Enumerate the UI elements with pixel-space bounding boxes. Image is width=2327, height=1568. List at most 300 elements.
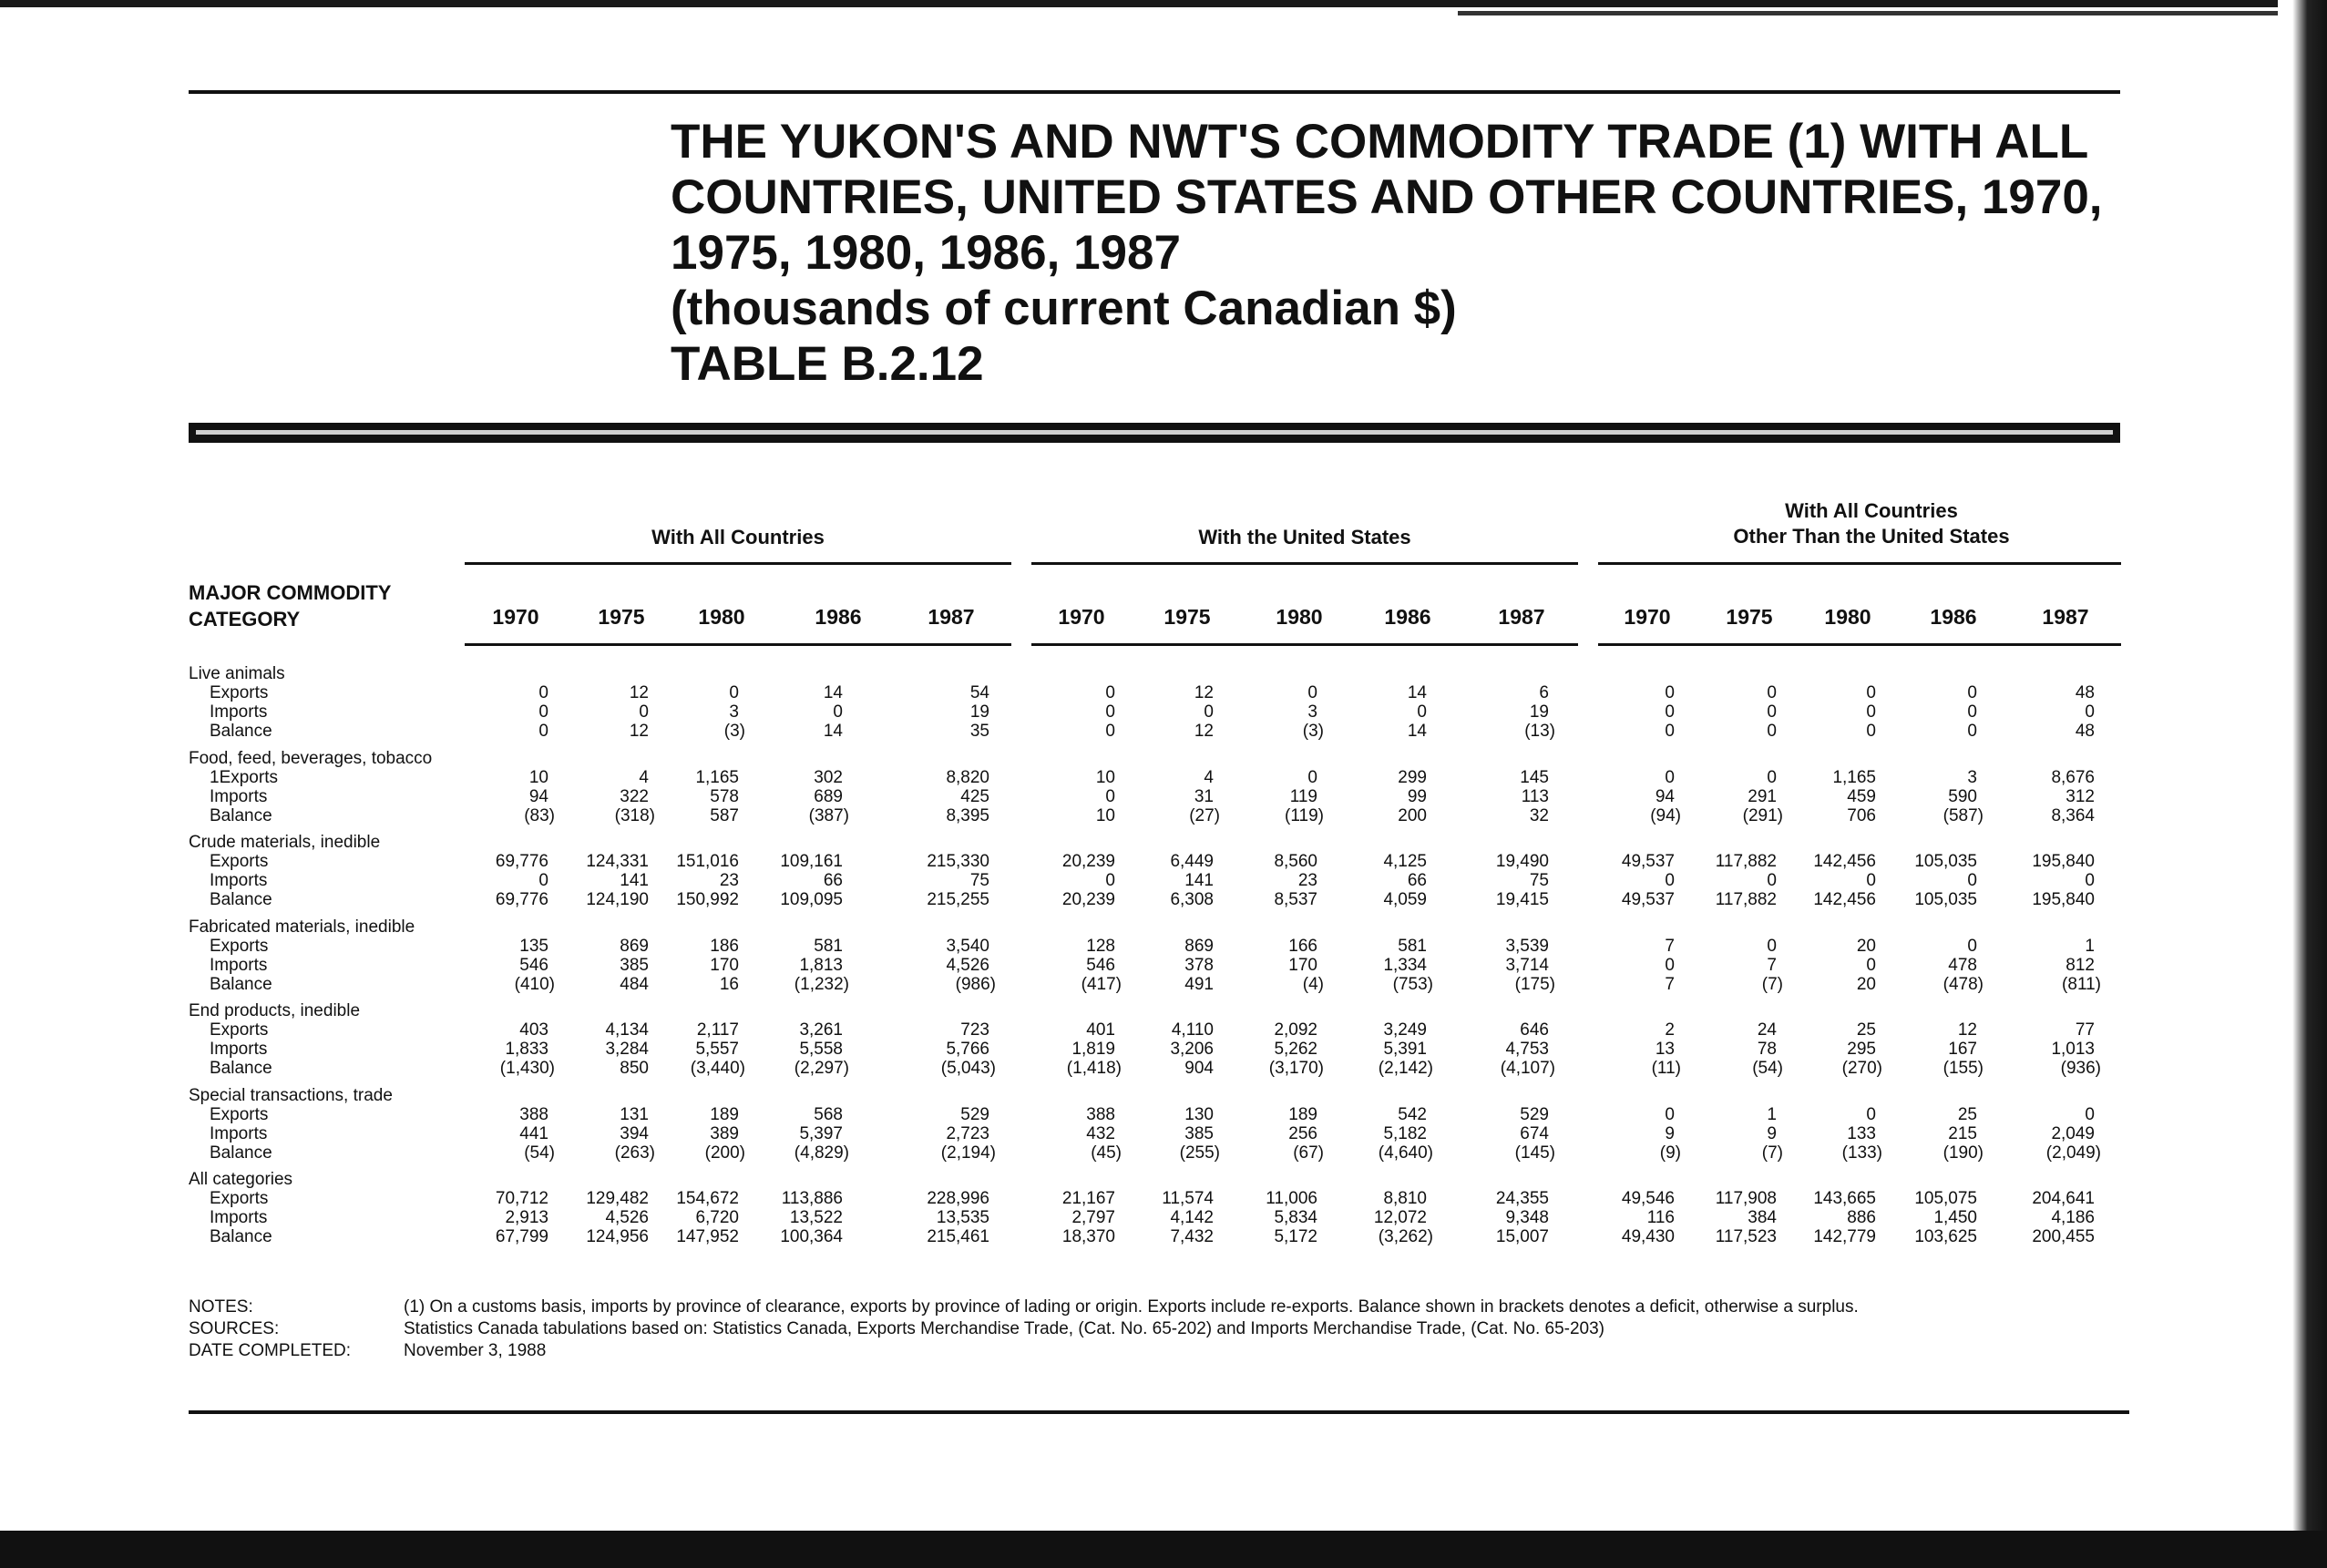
group-header-line: With All Countries [651,526,825,548]
table-cell: 0 [1866,702,1876,722]
table-cell: 542 [1398,1104,1427,1124]
table-cell: 142,456 [1813,890,1876,909]
row-label: Exports [210,936,269,956]
table-cell: 706 [1847,805,1876,825]
table-cell: (5,043) [940,1059,996,1078]
table-cell: 394 [620,1123,649,1143]
table-cell: 3,261 [799,1020,843,1040]
category-label: Fabricated materials, inedible [189,917,415,937]
table-cell: 129,482 [586,1189,649,1208]
table-cell: 117,908 [1715,1189,1777,1208]
table-cell: 0 [1967,871,1977,890]
group-header-line: With the United States [1198,526,1411,548]
sources-text: Statistics Canada tabulations based on: Statistics Canada, Exports Merchandise Trade, (Cat. No. 65-202) and Imports Merchandise Trade, (Cat. No. 65-203) [404,1319,1605,1338]
table-cell: 723 [960,1020,989,1040]
scan-edge-bottom [0,1531,2327,1568]
category-label: End products, inedible [189,1001,361,1020]
table-cell: 113,886 [781,1189,843,1208]
table-cell: 378 [1184,955,1214,975]
table-cell: 0 [538,722,548,741]
table-cell: 8,395 [946,805,989,825]
table-cell: 403 [519,1020,548,1040]
table-cell: 0 [1105,702,1115,722]
table-cell: 4,526 [946,955,989,975]
table-cell: 578 [710,786,739,806]
table-cell: (410) [514,974,555,994]
table-cell: (936) [2060,1059,2101,1078]
table-cell: 3,714 [1505,955,1549,975]
table-cell: 35 [969,722,989,741]
table-cell: 484 [620,974,649,994]
table-cell: (263) [614,1143,655,1163]
table-cell: 143,665 [1813,1189,1876,1208]
year-column-header: 1986 [815,605,862,629]
table-cell: 13 [1655,1040,1675,1059]
table-cell: 124,956 [586,1227,649,1246]
category-label: Food, feed, beverages, tobacco [189,748,433,768]
table-cell: 0 [1967,683,1977,702]
title-divider [189,423,2120,443]
table-cell: 4,110 [1171,1020,1214,1040]
table-cell: 31 [1194,786,1214,806]
row-label: Balance [210,1059,272,1078]
table-cell: 5,182 [1383,1123,1427,1143]
year-column-header: 1970 [1624,605,1671,629]
table-cell: 6,449 [1170,852,1214,871]
table-cell: 886 [1847,1208,1876,1227]
table-cell: 109,161 [780,852,843,871]
table-cell: 154,672 [676,1189,739,1208]
table-cell: (587) [1943,805,1984,825]
table-cell: 1,165 [1832,767,1876,787]
scan-edge-right [2278,0,2327,1568]
table-cell: 133 [1847,1123,1876,1143]
table-cell: (2,194) [940,1143,996,1163]
table-cell: 0 [1767,767,1777,787]
table-cell: 2,913 [505,1208,548,1227]
table-cell: 0 [1665,722,1675,741]
table-cell: 10 [528,767,548,787]
table-cell: 23 [719,871,739,890]
table-cell: 151,016 [676,852,739,871]
table-cell: 7 [1665,974,1675,994]
table-cell: (255) [1179,1143,1220,1163]
table-cell: 19,490 [1495,852,1549,871]
table-cell: 0 [538,702,548,722]
table-cell: 0 [1665,683,1675,702]
table-cell: 9 [1665,1123,1675,1143]
table-cell: 13,522 [789,1208,843,1227]
table-cell: 4,753 [1505,1040,1549,1059]
row-label: Imports [210,1040,268,1059]
table-cell: 228,996 [927,1189,989,1208]
category-header-line: CATEGORY [189,608,301,630]
table-cell: 850 [620,1059,649,1078]
table-cell: 186 [710,936,739,956]
table-cell: 189 [1288,1104,1317,1124]
table-cell: 23 [1297,871,1317,890]
category-label: Special transactions, trade [189,1085,393,1105]
table-cell: 869 [620,936,649,956]
table-cell: 8,676 [2051,767,2095,787]
group-header-other-countries [1598,498,2145,549]
table-cell: 8,820 [946,767,989,787]
table-cell: 124,190 [586,890,649,909]
table-cell: 7 [1665,936,1675,956]
row-label: Exports [210,683,269,702]
table-cell: 18,370 [1061,1227,1115,1246]
table-cell: 0 [2085,1104,2095,1124]
scan-edge-top-line [1458,11,2278,15]
table-cell: 5,172 [1274,1227,1317,1246]
table-cell: 529 [1520,1104,1549,1124]
table-cell: 0 [1665,871,1675,890]
table-cell: 0 [1967,936,1977,956]
table-cell: 299 [1398,767,1427,787]
table-cell: 2,723 [946,1123,989,1143]
row-label: Balance [210,1143,272,1163]
table-cell: 0 [1767,702,1777,722]
table-cell: 195,840 [2032,890,2095,909]
table-cell: 109,095 [780,890,843,909]
row-label: Exports [210,852,269,871]
table-cell: 113 [1521,786,1549,806]
table-cell: 3,206 [1170,1040,1214,1059]
table-cell: 215,461 [927,1227,989,1246]
category-label: Crude materials, inedible [189,833,381,852]
table-cell: 6,720 [695,1208,739,1227]
table-cell: 568 [814,1104,843,1124]
table-cell: 689 [814,786,843,806]
table-cell: 124,331 [586,852,649,871]
table-cell: (7) [1761,1143,1783,1163]
table-cell: 48 [2075,683,2095,702]
table-cell: 4,134 [605,1020,649,1040]
table-cell: 19,415 [1495,890,1549,909]
table-cell: (11) [1651,1059,1681,1078]
table-cell: 581 [814,936,843,956]
table-cell: 14 [1407,722,1427,741]
category-label: All categories [189,1170,293,1189]
table-cell: 11,006 [1266,1189,1317,1208]
table-cell: 49,537 [1621,852,1675,871]
table-cell: 12 [629,683,649,702]
table-cell: (2,142) [1378,1059,1433,1078]
table-cell: 546 [519,955,548,975]
table-cell: 3,249 [1383,1020,1427,1040]
table-cell: 117,882 [1715,852,1777,871]
year-column-header: 1986 [1930,605,1977,629]
table-cell: 116 [1646,1208,1675,1227]
table-cell: (417) [1081,974,1122,994]
table-cell: (45) [1091,1143,1122,1163]
table-cell: 8,364 [2051,805,2095,825]
year-column-header: 1987 [2042,605,2089,629]
row-label: Balance [210,722,272,741]
table-cell: 1,013 [2051,1040,2095,1059]
table-cell: 312 [2066,786,2095,806]
table-cell: (811) [2062,974,2101,994]
table-cell: 54 [969,683,989,702]
table-cell: 0 [1866,722,1876,741]
table-cell: 0 [1767,683,1777,702]
table-cell: 14 [823,722,843,741]
table-cell: 99 [1407,786,1427,806]
table-cell: 5,391 [1383,1040,1427,1059]
table-cell: 105,075 [1914,1189,1977,1208]
table-cell: 195,840 [2032,852,2095,871]
table-cell: 19 [1529,702,1549,722]
table-cell: 7,432 [1170,1227,1214,1246]
year-column-header: 1986 [1384,605,1431,629]
header-underline [465,643,1011,646]
header-underline [1031,643,1578,646]
table-cell: 200 [1398,805,1427,825]
header-underline [1598,643,2121,646]
table-cell: 142,779 [1813,1227,1876,1246]
table-cell: 1,165 [695,767,739,787]
table-cell: (387) [808,805,849,825]
row-label: Imports [210,786,268,806]
table-cell: 204,641 [2032,1189,2095,1208]
table-cell: 2,797 [1071,1208,1115,1227]
table-cell: 20,239 [1061,852,1115,871]
table-cell: 130 [1184,1104,1214,1124]
table-cell: 0 [1767,936,1777,956]
document-title [671,114,2103,392]
table-cell: 20 [1856,936,1876,956]
table-cell: 189 [710,1104,739,1124]
table-cell: 67,799 [495,1227,548,1246]
table-cell: (4) [1302,974,1324,994]
table-cell: 3 [1967,767,1977,787]
table-cell: 0 [729,683,739,702]
row-label: Exports [210,1020,269,1040]
table-cell: 94 [1655,786,1675,806]
table-cell: 0 [1665,1104,1675,1124]
table-cell: 119 [1289,786,1317,806]
table-cell: 75 [1529,871,1549,890]
table-cell: (145) [1514,1143,1555,1163]
row-label: Imports [210,702,268,722]
table-cell: 385 [620,955,649,975]
year-column-header: 1970 [492,605,539,629]
table-cell: 32 [1529,805,1549,825]
year-column-header: 1975 [1726,605,1773,629]
table-cell: (3,262) [1378,1227,1433,1246]
table-cell: 150,992 [676,890,739,909]
table-cell: 0 [1105,786,1115,806]
title-line: 1975, 1980, 1986, 1987 [671,226,1181,280]
table-cell: (155) [1943,1059,1984,1078]
group-underline [465,562,1011,565]
table-cell: 69,776 [495,852,548,871]
table-cell: (4,829) [794,1143,849,1163]
table-cell: (13) [1524,722,1555,741]
table-cell: 66 [823,871,843,890]
table-cell: 12 [629,722,649,741]
table-cell: 105,035 [1914,852,1977,871]
table-cell: 215,330 [927,852,989,871]
table-cell: (1,418) [1066,1059,1122,1078]
table-cell: (9) [1659,1143,1681,1163]
table-cell: (119) [1285,805,1324,825]
table-cell: (753) [1392,974,1433,994]
title-line: (thousands of current Canadian $) [671,282,1457,335]
table-cell: 170 [710,955,739,975]
row-label: Exports [210,1189,269,1208]
table-cell: 0 [538,871,548,890]
table-cell: 69,776 [495,890,548,909]
table-cell: 128 [1086,936,1115,956]
table-cell: (190) [1943,1143,1984,1163]
table-cell: 19 [969,702,989,722]
table-cell: (1,430) [499,1059,555,1078]
table-cell: 25 [1856,1020,1876,1040]
table-cell: 12 [1957,1020,1977,1040]
table-cell: 25 [1957,1104,1977,1124]
table-cell: 2 [1665,1020,1675,1040]
table-cell: 295 [1847,1040,1876,1059]
table-cell: 3,540 [946,936,989,956]
year-column-header: 1975 [1164,605,1211,629]
table-cell: (318) [614,805,655,825]
table-cell: 674 [1520,1123,1549,1143]
notes-label: NOTES: [189,1297,253,1317]
table-cell: (54) [524,1143,555,1163]
table-cell: (7) [1761,974,1783,994]
group-underline [1031,562,1578,565]
bottom-rule [189,1410,2129,1414]
table-cell: 459 [1847,786,1876,806]
title-line: COUNTRIES, UNITED STATES AND OTHER COUNTRIES, 1970, [671,170,2103,224]
table-cell: (200) [704,1143,745,1163]
table-cell: 10 [1095,805,1115,825]
table-cell: 0 [1307,767,1317,787]
table-cell: 7 [1767,955,1777,975]
table-cell: 166 [1288,936,1317,956]
table-cell: 10 [1095,767,1115,787]
table-cell: 4 [639,767,649,787]
table-cell: (4,640) [1378,1143,1433,1163]
table-cell: 103,625 [1914,1227,1977,1246]
table-cell: 24 [1757,1020,1777,1040]
table-cell: (54) [1752,1059,1783,1078]
table-cell: 546 [1086,955,1115,975]
table-cell: (478) [1943,974,1984,994]
group-underline [1598,562,2121,565]
table-cell: 5,262 [1274,1040,1317,1059]
table-cell: 385 [1184,1123,1214,1143]
table-cell: 4,125 [1383,852,1427,871]
table-cell: 256 [1288,1123,1317,1143]
table-cell: 0 [2085,871,2095,890]
scan-edge-top [0,0,2327,7]
table-cell: 215,255 [927,890,989,909]
table-cell: 5,558 [799,1040,843,1059]
table-cell: 147,952 [676,1227,739,1246]
table-cell: (27) [1189,805,1220,825]
table-cell: 49,430 [1621,1227,1675,1246]
year-column-header: 1970 [1058,605,1105,629]
table-cell: 6 [1539,683,1549,702]
table-cell: 401 [1086,1020,1115,1040]
table-cell: 200,455 [2032,1227,2095,1246]
table-cell: 3 [1307,702,1317,722]
table-cell: 5,766 [946,1040,989,1059]
table-number: TABLE B.2.12 [671,337,984,391]
sources-label: SOURCES: [189,1319,280,1338]
table-cell: 8,810 [1383,1189,1427,1208]
row-label: Balance [210,974,272,994]
group-header-line: Other Than the United States [1733,525,2010,548]
table-cell: 16 [719,974,739,994]
table-cell: 0 [1105,683,1115,702]
table-cell: 77 [2075,1020,2095,1040]
row-label: Balance [210,1227,272,1246]
table-cell: 6,308 [1170,890,1214,909]
row-label: Balance [210,890,272,909]
table-cell: 142,456 [1813,852,1876,871]
table-cell: 8,537 [1274,890,1317,909]
table-cell: (3,440) [690,1059,745,1078]
table-cell: 5,397 [799,1123,843,1143]
table-cell: (270) [1841,1059,1882,1078]
category-header-line: MAJOR COMMODITY [189,581,392,604]
table-cell: (4,107) [1500,1059,1555,1078]
table-cell: 8,560 [1274,852,1317,871]
table-cell: 587 [710,805,739,825]
table-cell: (133) [1841,1143,1882,1163]
table-cell: 117,523 [1715,1227,1777,1246]
row-label: 1Exports [210,767,278,787]
table-cell: 167 [1948,1040,1977,1059]
row-label: Imports [210,1208,268,1227]
table-cell: 48 [2075,722,2095,741]
table-cell: 141 [620,871,649,890]
table-cell: 3,539 [1505,936,1549,956]
table-cell: 1 [1767,1104,1777,1124]
table-cell: 13,535 [936,1208,989,1227]
table-cell: (175) [1514,974,1555,994]
table-cell: 49,537 [1621,890,1675,909]
table-cell: (2,049) [2045,1143,2101,1163]
table-cell: 646 [1520,1020,1549,1040]
table-cell: 21,167 [1061,1189,1115,1208]
table-cell: 581 [1398,936,1427,956]
table-cell: 78 [1757,1040,1777,1059]
table-cell: 904 [1184,1059,1214,1078]
table-cell: 388 [519,1104,548,1124]
table-cell: 49,546 [1621,1189,1675,1208]
table-cell: 0 [1967,722,1977,741]
table-cell: 4,526 [605,1208,649,1227]
group-header-all-countries [465,525,1011,550]
category-label: Live animals [189,664,285,683]
table-cell: 869 [1184,936,1214,956]
row-label: Imports [210,955,268,975]
table-cell: 11,574 [1162,1189,1214,1208]
year-column-header: 1980 [698,605,745,629]
table-cell: 70,712 [495,1189,548,1208]
table-cell: 388 [1086,1104,1115,1124]
table-cell: 302 [814,767,843,787]
row-label: Imports [210,1123,268,1143]
table-cell: 215 [1948,1123,1977,1143]
table-cell: 4 [1204,767,1214,787]
row-label: Balance [210,805,272,825]
table-cell: (1,232) [794,974,849,994]
